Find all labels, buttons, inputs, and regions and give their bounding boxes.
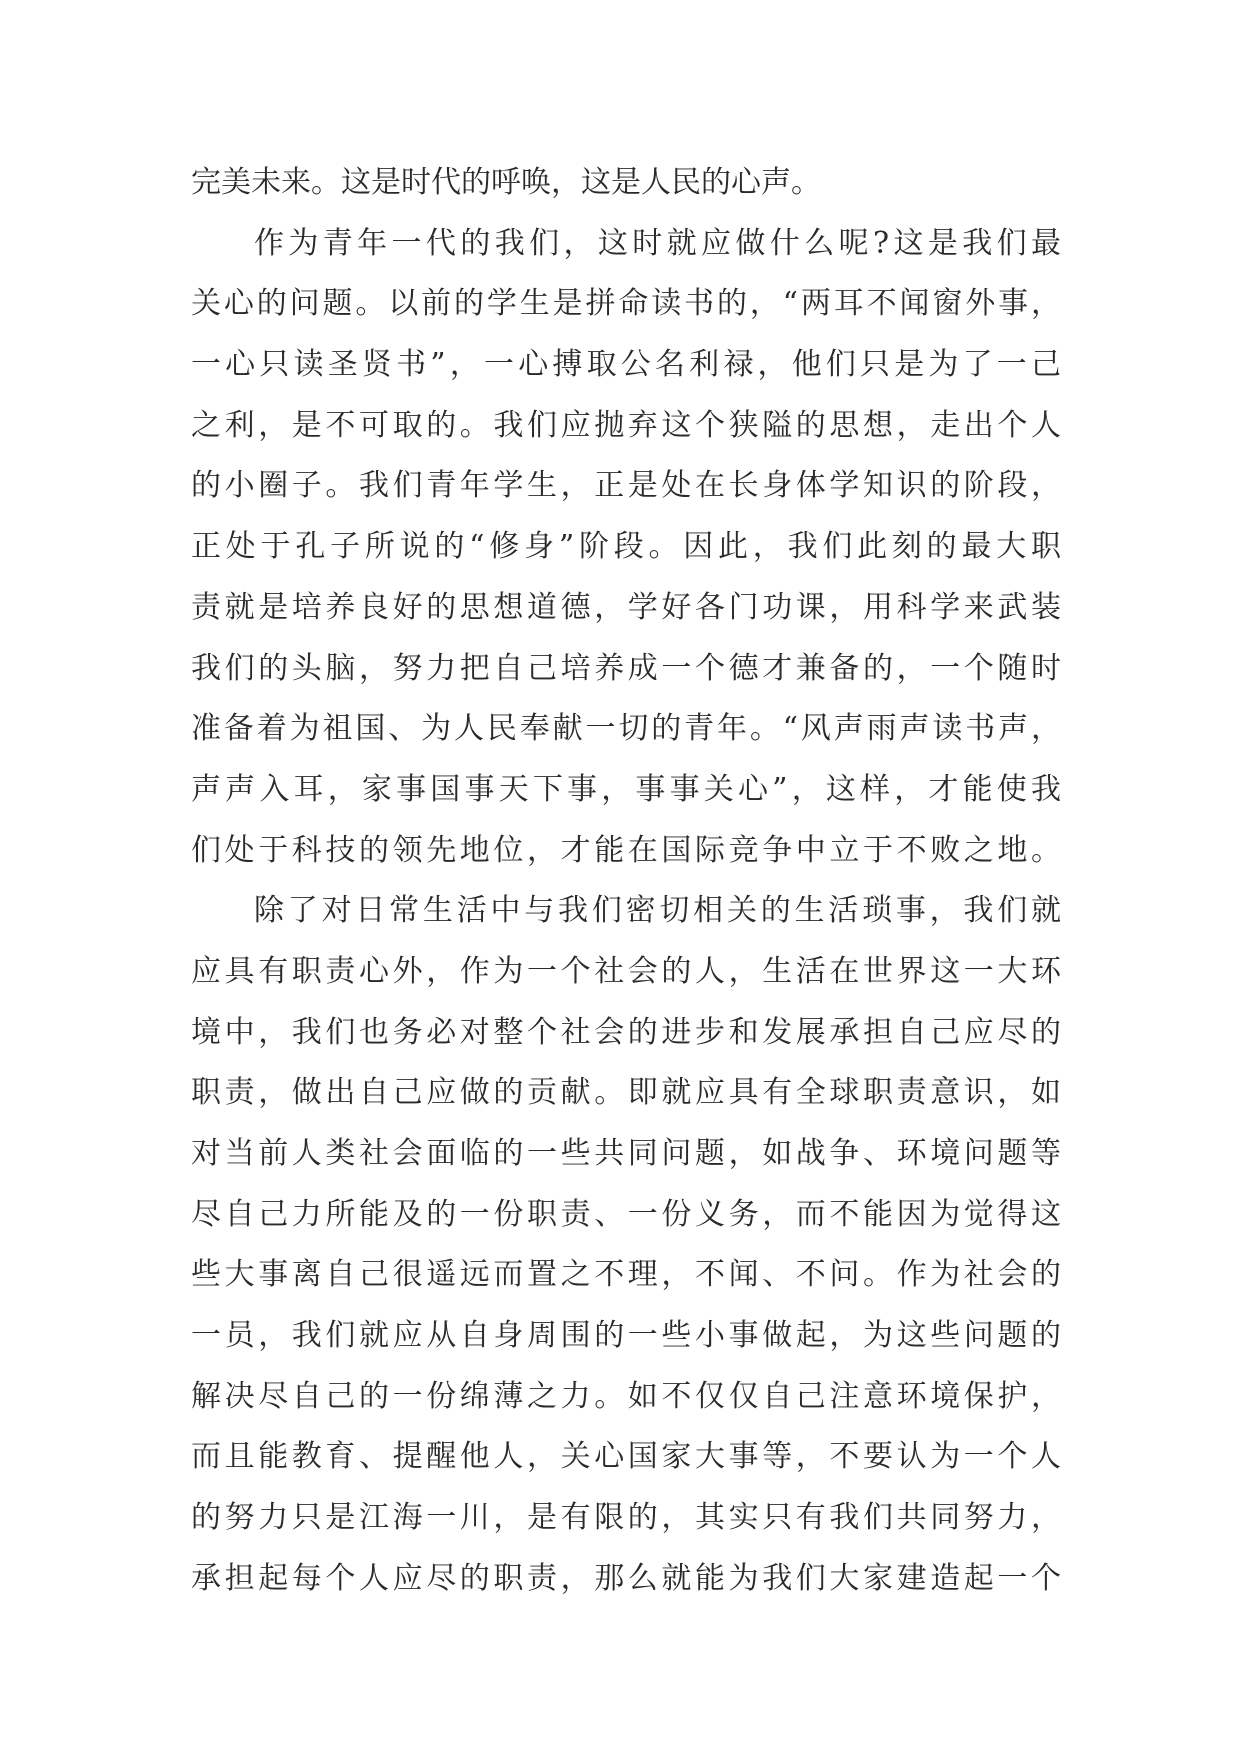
text-line: 境中，我们也务必对整个社会的进步和发展承担自己应尽的 [191, 1014, 1061, 1050]
body-text [191, 153, 1061, 1610]
text-line: 解决尽自己的一份绵薄之力。如不仅仅自己注意环境保护， [191, 1378, 1061, 1414]
text-line: 职责，做出自己应做的贡献。即就应具有全球职责意识，如 [191, 1075, 1061, 1111]
text-line: 些大事离自己很遥远而置之不理，不闻、不问。作为社会的 [191, 1257, 1061, 1293]
paragraph-first-line: 除了对日常生活中与我们密切相关的生活琐事，我们就 [254, 893, 1061, 929]
text-line: 的努力只是江海一川，是有限的，其实只有我们共同努力， [191, 1500, 1061, 1536]
text-line: 关心的问题。以前的学生是拼命读书的，“两耳不闻窗外事， [191, 286, 1061, 322]
text-line: 应具有职责心外，作为一个社会的人，生活在世界这一大环 [191, 953, 1061, 989]
text-line: 的小圈子。我们青年学生，正是处在长身体学知识的阶段， [191, 468, 1061, 504]
text-line: 们处于科技的领先地位，才能在国际竞争中立于不败之地。 [191, 832, 1061, 868]
text-line: 承担起每个人应尽的职责，那么就能为我们大家建造起一个 [191, 1560, 1061, 1596]
text-line: 尽自己力所能及的一份职责、一份义务，而不能因为觉得这 [191, 1196, 1061, 1232]
text-line: 而且能教育、提醒他人，关心国家大事等，不要认为一个人 [191, 1439, 1061, 1475]
paragraph-first-line: 作为青年一代的我们，这时就应做什么呢?这是我们最 [254, 225, 1061, 261]
text-line: 之利，是不可取的。我们应抛弃这个狭隘的思想，走出个人 [191, 407, 1061, 443]
text-line: 准备着为祖国、为人民奉献一切的青年。“风声雨声读书声， [191, 711, 1061, 747]
text-line: 一员，我们就应从自身周围的一些小事做起，为这些问题的 [191, 1318, 1061, 1354]
text-line: 一心只读圣贤书”，一心搏取公名利禄，他们只是为了一己 [191, 347, 1061, 383]
text-line: 责就是培养良好的思想道德，学好各门功课，用科学来武装 [191, 589, 1061, 625]
text-line: 完美未来。这是时代的呼唤，这是人民的心声。 [191, 165, 821, 200]
text-line: 对当前人类社会面临的一些共同问题，如战争、环境问题等 [191, 1136, 1061, 1171]
text-line: 正处于孔子所说的“修身”阶段。因此，我们此刻的最大职 [191, 529, 1061, 565]
text-line: 我们的头脑，努力把自己培养成一个德才兼备的，一个随时 [191, 650, 1061, 686]
text-line: 声声入耳，家事国事天下事，事事关心”，这样，才能使我 [191, 771, 1061, 807]
